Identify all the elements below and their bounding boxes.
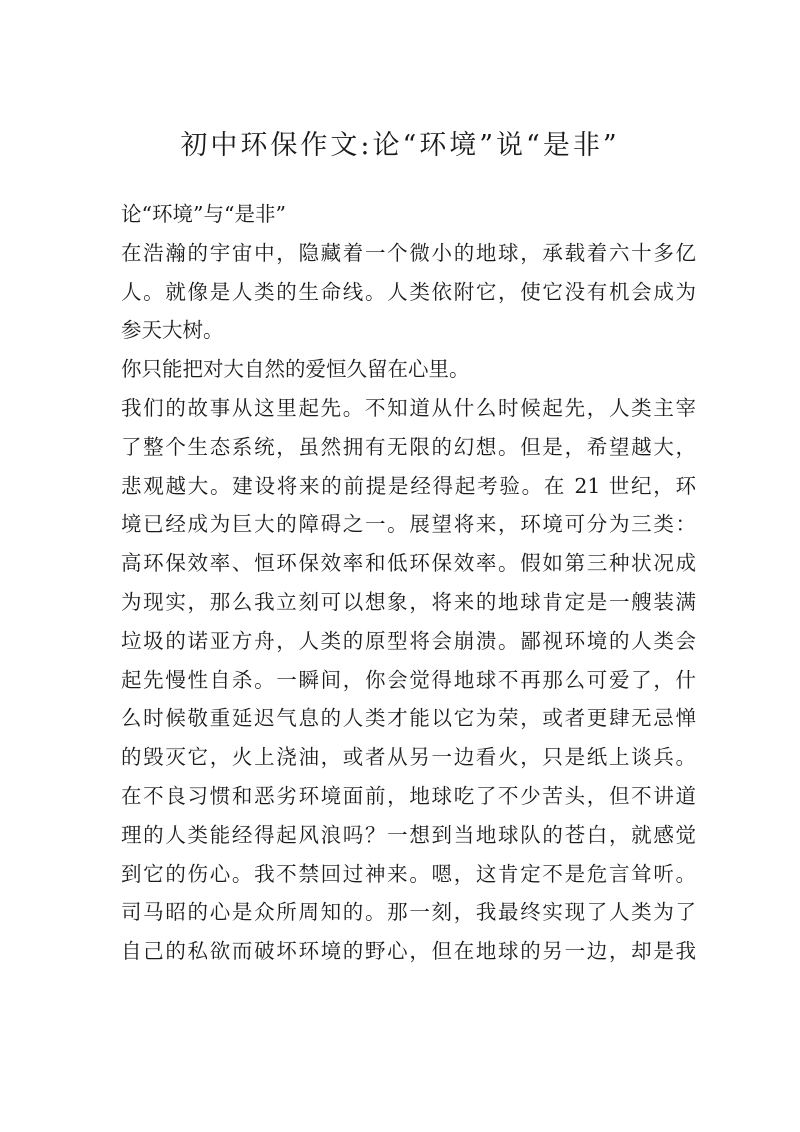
text-line: 悲观越大。建设将来的前提是经得起考验。在 21 世纪，环	[121, 473, 696, 498]
text-line: 人。就像是人类的生命线。人类依附它，使它没有机会成为	[121, 279, 696, 304]
text-line: 为现实，那么我立刻可以想象，将来的地球肯定是一艘装满	[121, 589, 696, 614]
document-body	[121, 195, 696, 971]
text-line: 我们的故事从这里起先。不知道从什么时候起先，人类主宰	[121, 395, 696, 420]
text-line: 高环保效率、恒环保效率和低环保效率。假如第三种状况成	[121, 551, 696, 576]
text-line: 自己的私欲而破坏环境的野心，但在地球的另一边，却是我	[121, 939, 696, 964]
text-line: 垃圾的诺亚方舟，人类的原型将会崩溃。鄙视环境的人类会	[121, 628, 696, 653]
text-line: 到它的伤心。我不禁回过神来。嗯，这肯定不是危言耸听。	[121, 861, 696, 886]
text-line: 起先慢性自杀。一瞬间，你会觉得地球不再那么可爱了，什	[121, 667, 696, 692]
text-line: 参天大树。	[121, 318, 224, 343]
document-title: 初中环保作文:论“环境”说“是非”	[180, 130, 620, 161]
text-line: 在不良习惯和恶劣环境面前，地球吃了不少苦头，但不讲道	[121, 783, 696, 808]
text-line: 你只能把对大自然的爱恒久留在心里。	[121, 357, 470, 382]
text-line: 在浩瀚的宇宙中，隐藏着一个微小的地球，承载着六十多亿	[121, 240, 696, 265]
text-line: 了整个生态系统，虽然拥有无限的幻想。但是，希望越大，	[121, 434, 696, 459]
text-line: 理的人类能经得起风浪吗？一想到当地球队的苍白，就感觉	[121, 822, 696, 847]
text-line: 司马昭的心是众所周知的。那一刻，我最终实现了人类为了	[121, 900, 696, 925]
text-line: 境已经成为巨大的障碍之一。展望将来，环境可分为三类：	[121, 512, 696, 537]
text-line-subheading: 论“环境”与“是非”	[121, 202, 286, 226]
text-line: 的毁灭它，火上浇油，或者从另一边看火，只是纸上谈兵。	[121, 745, 696, 770]
text-line: 么时候敬重延迟气息的人类才能以它为荣，或者更肆无忌惮	[121, 706, 696, 731]
